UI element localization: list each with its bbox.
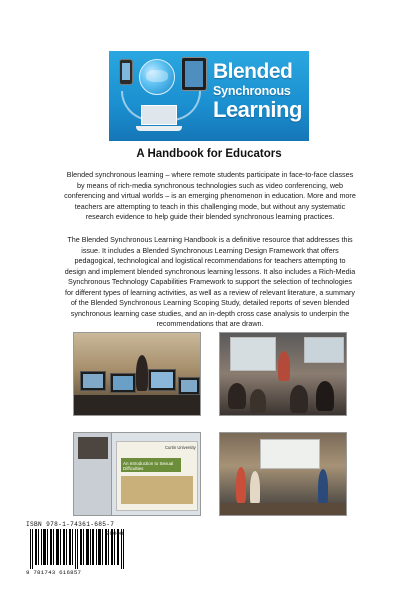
blended-synchronous-learning-logo xyxy=(109,51,309,141)
audience-member xyxy=(228,383,246,409)
projection-screen xyxy=(230,337,276,371)
slide-image xyxy=(121,476,193,504)
monitor xyxy=(148,369,176,391)
isbn-text: ISBN 978-1-74361-685-7 xyxy=(26,521,115,528)
avatar xyxy=(318,469,328,505)
photo-lecture-theatre xyxy=(219,332,347,416)
projection-screen xyxy=(304,337,344,363)
photo-virtual-world xyxy=(219,432,347,516)
monitor xyxy=(178,377,200,395)
logo-line-3: Learning xyxy=(213,97,302,122)
globe-icon xyxy=(139,59,175,95)
logo-line-1: Blended xyxy=(213,60,293,83)
price-code: 90000 xyxy=(106,530,124,537)
monitor xyxy=(110,373,136,393)
tablet-icon xyxy=(181,57,207,91)
monitor xyxy=(80,371,106,391)
barcode-digits: 9 781743 616857 xyxy=(26,569,82,576)
slide-title-bar xyxy=(121,458,181,472)
book-subtitle: A Handbook for Educators xyxy=(136,148,282,160)
blurb-paragraph-1: Blended synchronous learning – where remote students participate in face-to-face classes by means of rich-media synchronous technologies such as video conferencing, web conferencing and virtual worlds – is an emerging phenomenon in education. More and more teachers are attempting to teach in this challenging mode, but without any systematic research evidence to help guide their blended synchronous learning practices. xyxy=(64,170,356,221)
slide-header: Curtin University xyxy=(165,445,196,450)
audience-member xyxy=(316,381,334,411)
presenter xyxy=(278,351,290,381)
desk xyxy=(74,395,201,416)
person xyxy=(136,355,148,391)
avatar xyxy=(250,471,260,505)
presentation-slide xyxy=(116,441,198,511)
slide-title: An Introduction to Sexual Difficulties xyxy=(123,461,174,471)
laptop-icon xyxy=(141,105,177,125)
logo-line-2: Synchronous xyxy=(213,84,291,98)
virtual-presentation-board xyxy=(260,439,320,469)
avatar xyxy=(236,467,246,503)
blurb-paragraph-2: The Blended Synchronous Learning Handbook is a definitive resource that addresses this issue. It includes a Blended Synchronous Learning Design Framework that offers pedagogical, technological and logistical recommendations for teachers attempting to design and implement blended synchronous learning lessons. It also includes a Rich-Media Synchronous Technology Capabilities Framework to support the selection of technologies for different types of learning activities, as well as a review of relevant literature, a summary of the Blended Synchronous Learning Scoping Study, detailed reports of seven blended synchronous learning case studies, and an in-depth cross case analysis to underpin the recommendations that are drawn. xyxy=(64,235,356,328)
audience-member xyxy=(290,385,308,413)
audience-member xyxy=(250,389,266,413)
photo-web-conference xyxy=(73,432,201,516)
virtual-floor xyxy=(220,503,347,516)
webcam-video xyxy=(78,437,108,459)
photo-computer-lab xyxy=(73,332,201,416)
logo-wordmark xyxy=(213,61,307,121)
smartphone-icon xyxy=(119,59,133,85)
